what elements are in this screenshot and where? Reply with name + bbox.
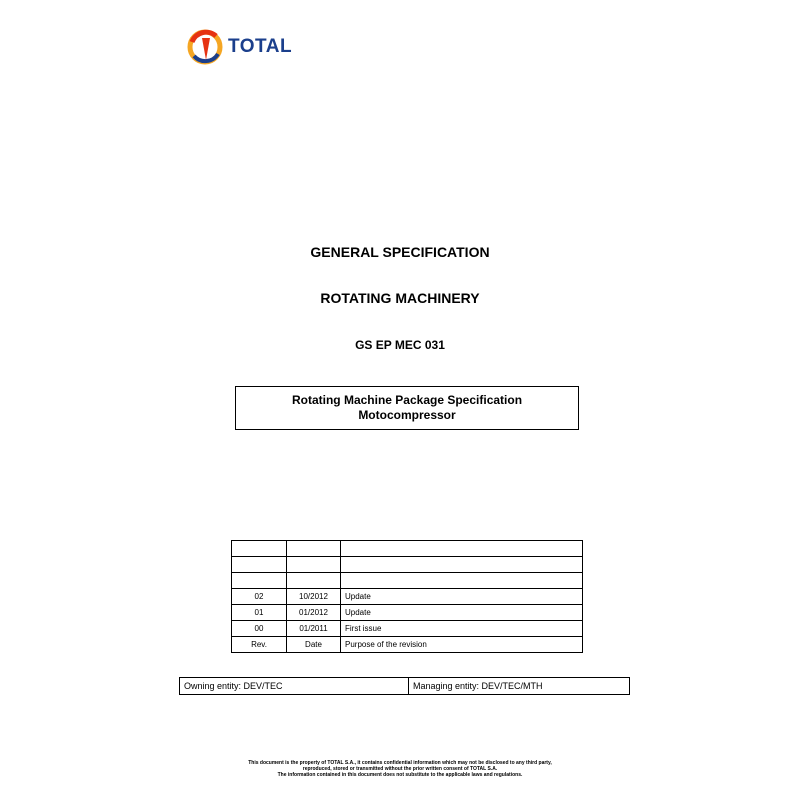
general-specification-heading: GENERAL SPECIFICATION: [310, 244, 490, 260]
owning-entity: Owning entity: DEV/TEC: [180, 678, 409, 695]
rev-cell: [232, 541, 287, 557]
table-header-row: [232, 637, 583, 653]
footer-line1: This document is the property of TOTAL S.A., it contains confidential information which may not be disclosed to any third party,: [248, 760, 552, 766]
date-cell: 10/2012: [287, 589, 341, 605]
purpose-cell: Update: [341, 589, 583, 605]
table-row: [232, 589, 583, 605]
logo-text: TOTAL: [228, 36, 293, 57]
rev-cell: [232, 573, 287, 589]
purpose-cell: [341, 541, 583, 557]
rev-cell: [232, 557, 287, 573]
footer-line3: The information contained in this document does not substitute to the applicable laws and regulations.: [277, 772, 523, 778]
rev-header: Rev.: [232, 637, 287, 653]
purpose-cell: Update: [341, 605, 583, 621]
rev-cell: 00: [232, 621, 287, 637]
date-cell: 01/2012: [287, 605, 341, 621]
entity-table: [179, 677, 630, 695]
table-row: [232, 541, 583, 557]
rev-cell: 01: [232, 605, 287, 621]
table-row: [180, 678, 630, 695]
date-header: Date: [287, 637, 341, 653]
date-cell: [287, 573, 341, 589]
date-cell: [287, 557, 341, 573]
footer-line2: reproduced, stored or transmitted without the prior written consent of TOTAL S.A.: [302, 766, 498, 772]
table-row: [232, 557, 583, 573]
document-code: GS EP MEC 031: [355, 338, 445, 352]
date-cell: [287, 541, 341, 557]
purpose-cell: [341, 573, 583, 589]
table-row: [232, 573, 583, 589]
table-row: [232, 621, 583, 637]
document-title-box: [235, 386, 579, 430]
table-row: [232, 605, 583, 621]
purpose-cell: First issue: [341, 621, 583, 637]
document-title-line2: Motocompressor: [358, 408, 456, 422]
confidentiality-footer: [0, 760, 800, 778]
purpose-cell: [341, 557, 583, 573]
total-logo-icon: [186, 28, 224, 66]
rev-cell: 02: [232, 589, 287, 605]
document-title-line1: Rotating Machine Package Specification: [291, 393, 523, 407]
revision-table: [231, 540, 583, 653]
total-logo: [186, 28, 306, 66]
purpose-header: Purpose of the revision: [341, 637, 583, 653]
category-heading: ROTATING MACHINERY: [320, 290, 480, 306]
managing-entity: Managing entity: DEV/TEC/MTH: [409, 678, 630, 695]
date-cell: 01/2011: [287, 621, 341, 637]
